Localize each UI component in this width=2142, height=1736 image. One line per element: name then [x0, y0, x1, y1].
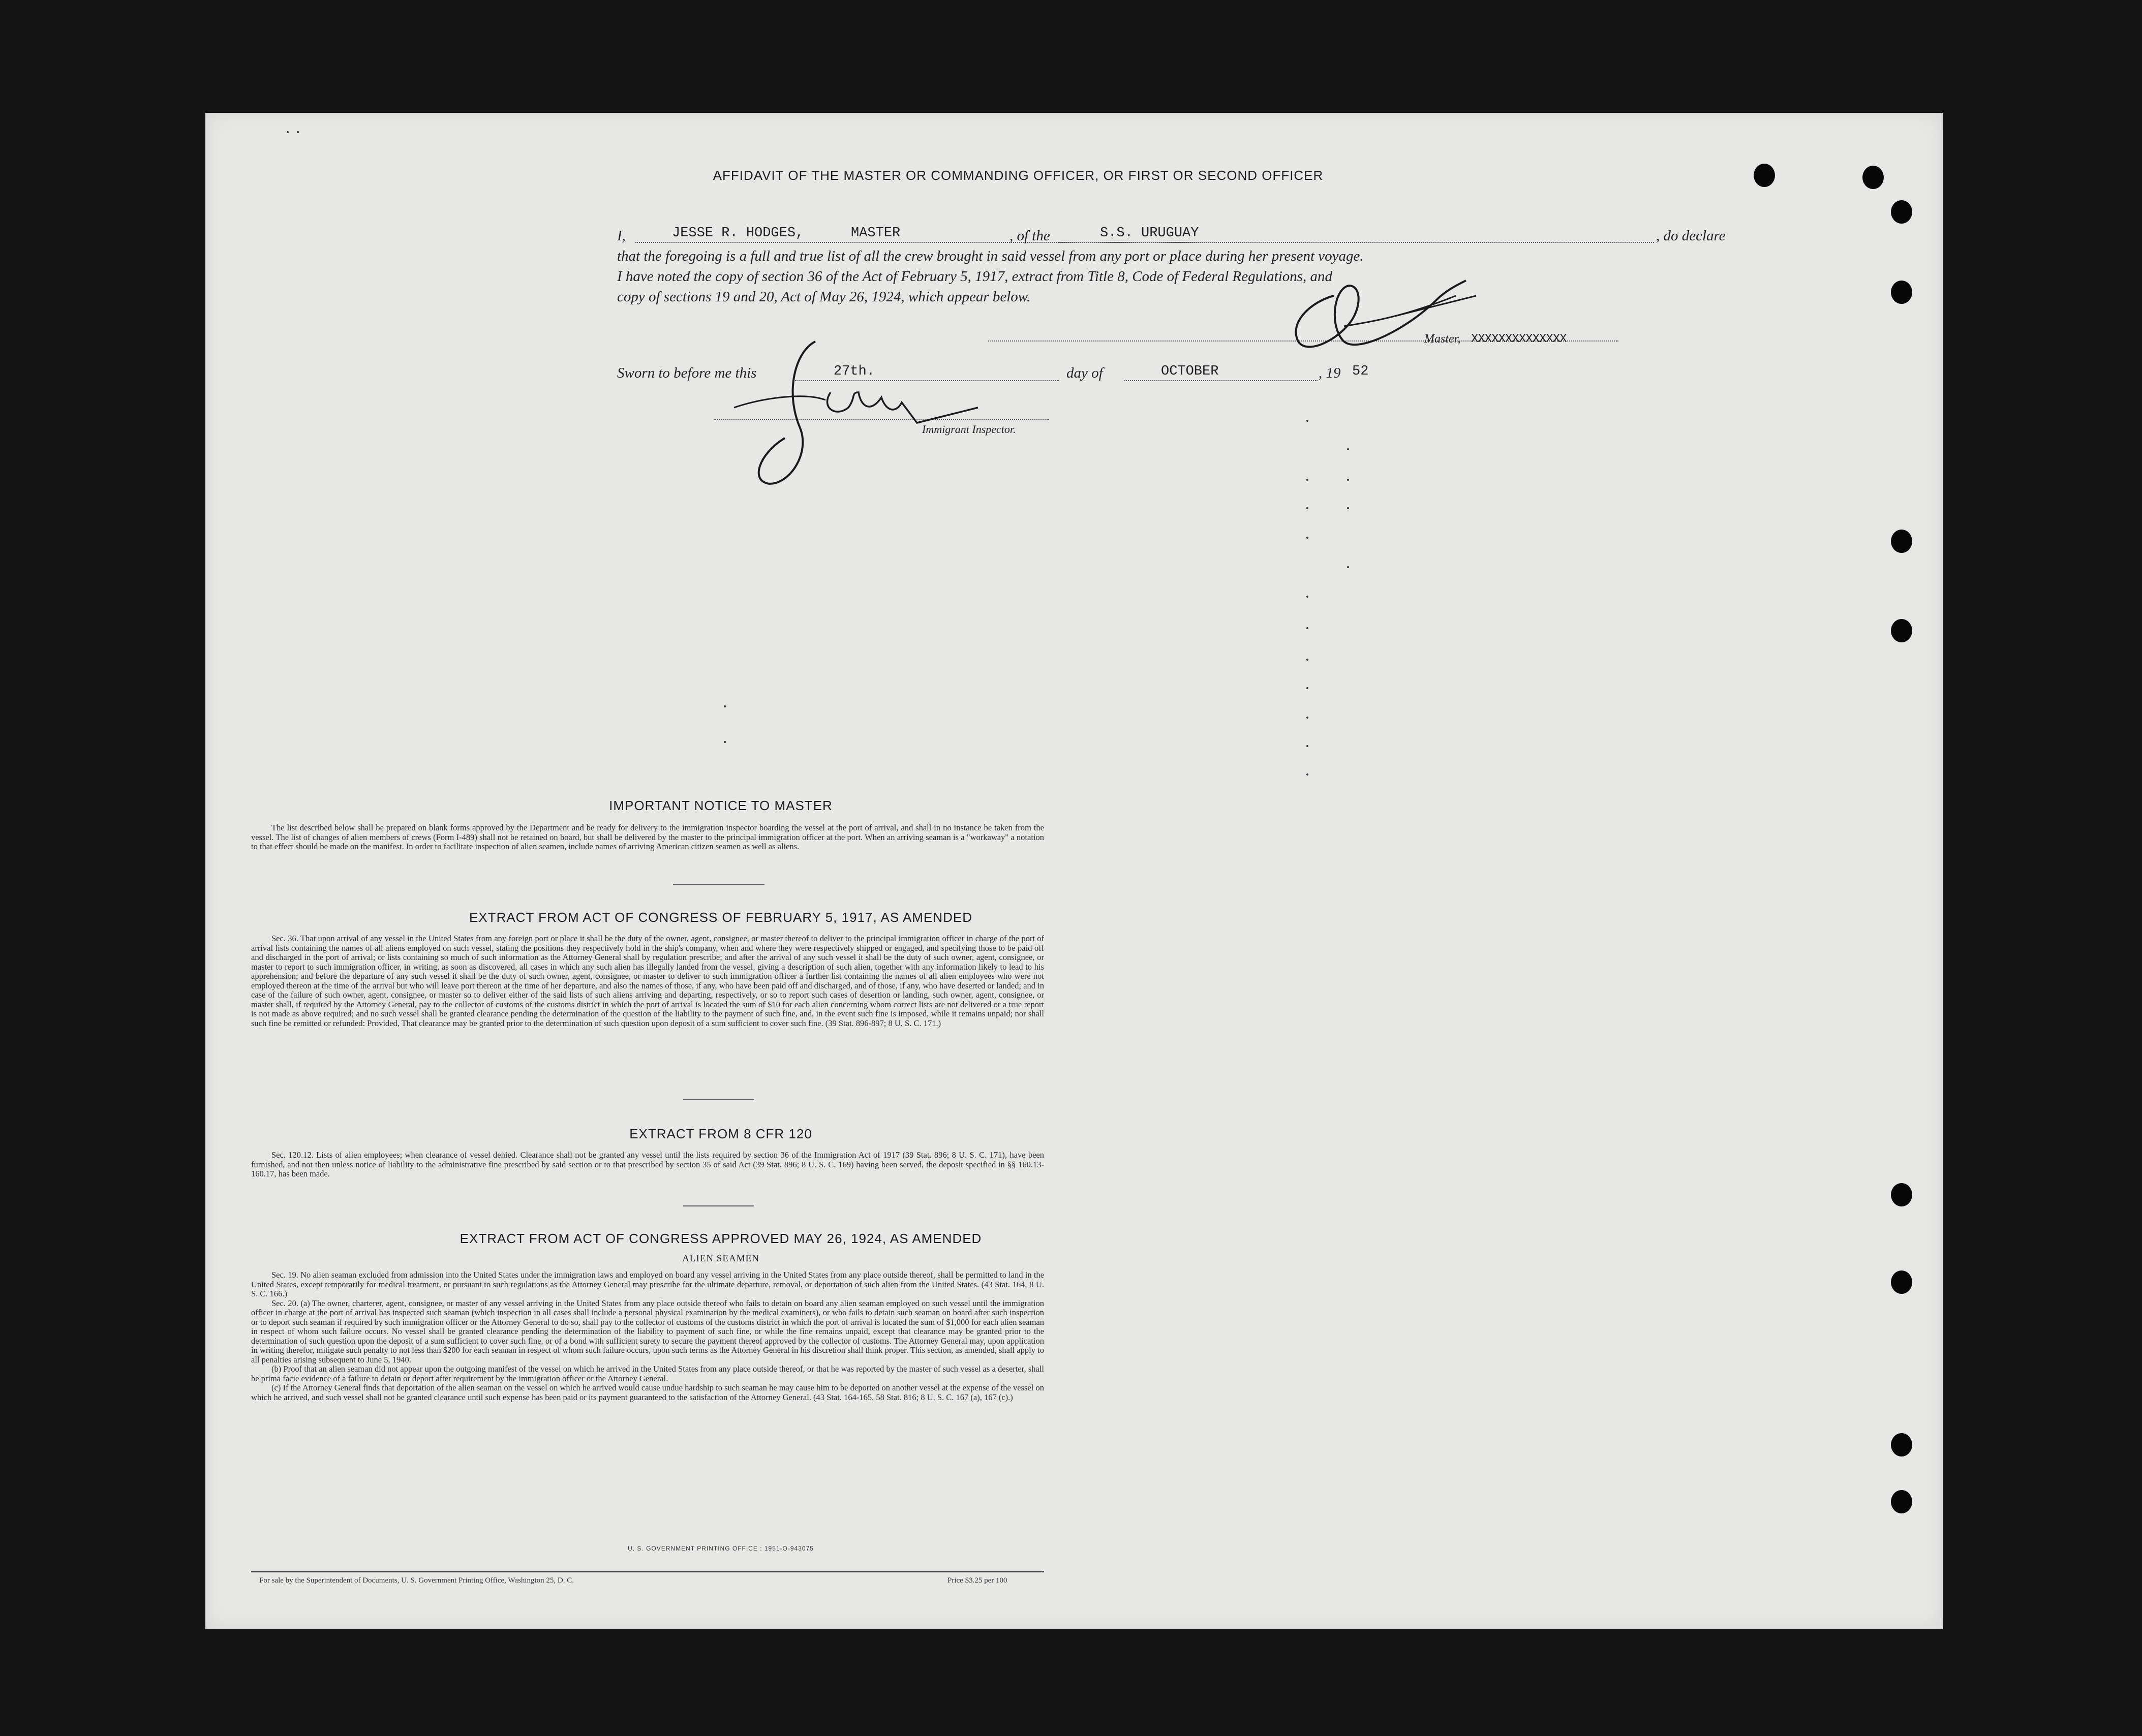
master-label: Master,	[1424, 332, 1461, 346]
sec-19-label: Sec. 19.	[271, 1270, 298, 1280]
notice-title: IMPORTANT NOTICE TO MASTER	[609, 798, 833, 813]
do-declare-label: , do declare	[1656, 228, 1726, 244]
sec-120-label: Sec. 120.12.	[271, 1150, 314, 1160]
of-the-label: , of the	[1009, 228, 1050, 244]
notice-paragraph: The list described below shall be prepared on blank forms approved by the Department and be ready for delivery to the immigration inspector boarding the vessel at the port of arrival, and shall in no instance be taken from the vessel. The list of changes of alien members of crews (Form I-489) shall not be retained on board, but shall be delivered by the master to the principal immigration officer at the port. When an arriving seaman is a "workaway" a notation to that effect should be made on the manifest. In order to facilitate inspection of alien seamen, include names of arriving American citizen seamen as well as aliens.	[251, 823, 1044, 851]
extract-1917-title: EXTRACT FROM ACT OF CONGRESS OF FEBRUARY 5, 1917, AS AMENDED	[469, 910, 972, 925]
punch-hole	[1891, 200, 1912, 224]
sec-20b-text: (b) Proof that an alien seaman did not appear upon the outgoing manifest of the vessel on which he arrived in the United States from any place outside thereof, or that he was reported by the master of such vessel as a deserter, shall be prima facie evidence of a failure to detain or deport after requirement by the immigration officer or the Attorney General.	[251, 1364, 1044, 1383]
extract-1924-text	[251, 1270, 1044, 1402]
declarant-name: JESSE R. HODGES,	[672, 226, 804, 241]
price-notice: Price $3.25 per 100	[947, 1576, 1007, 1585]
sec-120-text: Lists of alien employees; when clearance of vessel denied. Clearance shall not be granted any vessel until the lists required by section 36 of the Immigration Act of 1917 (39 Stat. 896; 8 U. S. C. 171), have been furnished, and not then unless notice of liability to the administrative fine prescribed by said section or to that prescribed by section 35 of said Act (39 Stat. 896; 8 U. S. C. 169) having been served, the deposit specified in §§ 160.13-160.17, has been made.	[251, 1150, 1045, 1179]
punch-hole	[1891, 1270, 1912, 1294]
inspector-label: Immigrant Inspector.	[922, 423, 1016, 436]
document-page	[205, 113, 1943, 1629]
extract-cfr-title: EXTRACT FROM 8 CFR 120	[629, 1126, 812, 1141]
master-signature	[1242, 265, 1507, 367]
sec-20a-text: (a) The owner, charterer, agent, consignee, or master of any vessel arriving in the United States from any place outside thereof who fails to detain on board any alien seaman employed on such vessel until the immigration officer in charge at the port of arrival has inspected such seaman (which inspection in all cases shall include a personal physical examination by the medical examiners), or who fails to detain such seaman on board after such inspection or to deport such seaman if required by such immigration officer or the Attorney General to do so, shall pay to the collector of customs of the customs district in which the port of arrival is located the sum of $1,000 for each alien seaman in respect of whom such failure occurs. No vessel shall be granted clearance pending the determination of the liability to payment of such fine, or while the fine remains unpaid, except that clearance may be granted prior to the determination of such question upon the deposit of a sum sufficient to cover such fine, or of a bond with sufficient surety to secure the payment thereof approved by the collector of customs. The Attorney General may, upon application in writing therefor, mitigate such penalty to not less than $200 for each seaman in respect of whom such failure occurs, upon such terms as the Attorney General in his discretion shall think proper. This section, as amended, shall apply to all penalties arising subsequent to June 5, 1940.	[251, 1298, 1045, 1365]
gpo-imprint: U. S. GOVERNMENT PRINTING OFFICE : 1951-O-943075	[628, 1545, 814, 1552]
sworn-label: Sworn to before me this	[617, 365, 757, 381]
sale-notice: For sale by the Superintendent of Documents, U. S. Government Printing Office, Washington 25, D. C.	[259, 1576, 574, 1585]
affidavit-title: AFFIDAVIT OF THE MASTER OR COMMANDING OFFICER, OR FIRST OR SECOND OFFICER	[713, 168, 1324, 183]
punch-hole	[1891, 281, 1912, 304]
notice-text	[251, 823, 1044, 852]
sec-19-text: No alien seaman excluded from admission into the United States under the immigration laws and employed on board any vessel arriving in the United States from any place outside thereof, shall be permitted to land in the United States, except temporarily for medical treatment, or pursuant to such regulations as the Attorney General may prescribe for the ultimate departure, removal, or deportation of such alien from the United States. (43 Stat. 164, 8 U. S. C. 166.)	[251, 1270, 1044, 1298]
punch-hole	[1891, 1433, 1912, 1456]
affidavit-line-3: I have noted the copy of section 36 of the Act of February 5, 1917, extract from Title 8, Code of Federal Regulations, and	[617, 268, 1333, 285]
punch-hole	[1891, 530, 1912, 553]
inspector-signature	[703, 331, 978, 494]
sec-20-label: Sec. 20.	[271, 1298, 298, 1308]
punch-hole	[1891, 619, 1912, 642]
punch-hole	[1754, 164, 1775, 187]
footer-rule	[251, 1571, 1044, 1572]
master-struck-text: XXXXXXXXXXXXXX	[1471, 332, 1567, 346]
sec-20c-text: (c) If the Attorney General finds that deportation of the alien seaman on the vessel on which he arrived would cause undue hardship to such seaman he may cause him to be deported on another vessel at the expense of the vessel on which he arrived, and such vessel shall not be granted clearance until such expense has been paid or its payment guaranteed to the satisfaction of the Attorney General. (43 Stat. 164-165, 58 Stat. 816; 8 U. S. C. 167 (a), 167 (c).)	[251, 1383, 1044, 1402]
punch-hole	[1891, 1183, 1912, 1206]
sworn-year: 52	[1352, 364, 1369, 379]
sworn-month: OCTOBER	[1161, 364, 1219, 379]
extract-1917-text	[251, 934, 1044, 1028]
alien-seamen-subtitle: ALIEN SEAMEN	[682, 1253, 759, 1264]
sworn-day: 27th.	[834, 364, 875, 379]
sec-36-text: That upon arrival of any vessel in the United States from any foreign port or place it shall be the duty of the owner, agent, consignee, or master thereof to deliver to the principal immigration officer in charge of the port of arrival lists containing the names of all aliens employed on such vessel, stating the positions they respectively hold in the ship's company, when and where they were respectively shipped or engaged, and specifying those to be paid off and discharged in the port of arrival; or lists containing so much of such information as the Attorney General shall by regulation prescribe; and after the arrival of any such vessel it shall be the duty of such owner, agent, consignee, or master to report to such immigration officer, in writing, as soon as discovered, all cases in which any such alien has illegally landed from the vessel, giving a description of such alien, together with any information likely to lead to his apprehension; and before the departure of any such vessel it shall be the duty of such owner, agent, consignee, or master to deliver to such immigration officer a further list containing the names of all alien employees who were not employed thereon at the time of the arrival but who will leave port thereon at the time of her departure, and also the names of those, if any, who have been paid off and discharged, and of those, if any, who have deserted or landed; and in case of the failure of such owner, agent, consignee, or master so to deliver either of the said lists of such aliens arriving and departing, respectively, or so to report such cases of desertion or landing, such owner, agent, consignee, or master shall, if required by the Attorney General, pay to the collector of customs of the customs district in which the port of arrival is located the sum of $10 for each alien concerning whom correct lists are not delivered or a true report is not made as above required; and no such vessel shall be granted clearance pending the determination of the question of the liability to the payment of such fine, and, in the event such fine is imposed, while it remains unpaid; nor shall such fine be remitted or refunded: Provided, That clearance may be granted prior to the determination of such question upon deposit of a sum sufficient to cover such fine. (39 Stat. 896-897; 8 U. S. C. 171.)	[251, 934, 1044, 1028]
pronoun-label: I,	[617, 228, 626, 244]
day-of-label: day of	[1066, 365, 1103, 381]
punch-hole	[1891, 1490, 1912, 1513]
declarant-rank: MASTER	[851, 226, 901, 241]
sec-36-label: Sec. 36.	[271, 934, 298, 943]
extract-cfr-text	[251, 1151, 1044, 1179]
vessel-name: S.S. URUGUAY	[1100, 226, 1199, 241]
year-prefix: , 19	[1319, 365, 1341, 381]
punch-hole	[1862, 166, 1884, 189]
affidavit-line-4: copy of sections 19 and 20, Act of May 26, 1924, which appear below.	[617, 289, 1031, 305]
affidavit-line-2: that the foregoing is a full and true list of all the crew brought in said vessel from any port or place during her present voyage.	[617, 248, 1364, 264]
extract-1924-title: EXTRACT FROM ACT OF CONGRESS APPROVED MAY 26, 1924, AS AMENDED	[460, 1231, 982, 1246]
